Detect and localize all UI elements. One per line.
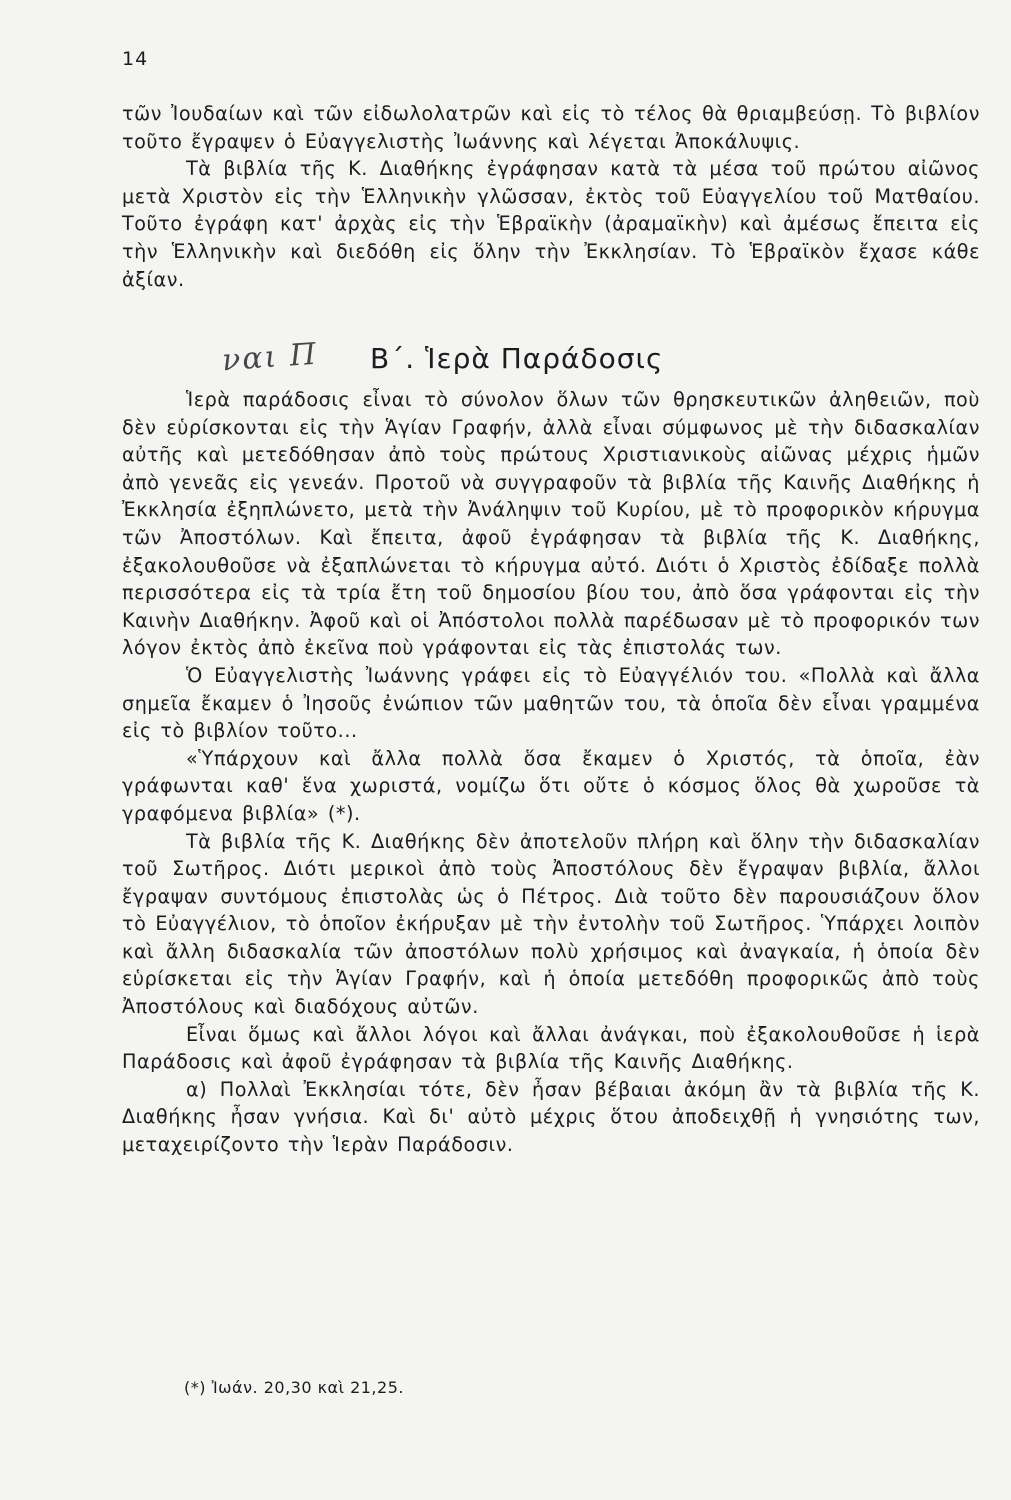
top-text-block: [122, 100, 980, 293]
section-title: Β΄. Ἱερὰ Παράδοσις: [370, 342, 664, 375]
paragraph: «Ὑπάρχουν καὶ ἄλλα πολλὰ ὅσα ἔκαμεν ὁ Χριστός, τὰ ὁποῖα, ἐὰν γράφωνται καθ' ἕνα χωριστά, νομίζω ὅτι οὔτε ὁ κόσμος ὅλος θὰ χωροῦσε τὰ γραφόμενα βιβλία» (*).: [122, 746, 980, 825]
section-heading-row: [122, 338, 980, 386]
paragraph: α) Πολλαὶ Ἐκκλησίαι τότε, δὲν ἦσαν βέβαιαι ἀκόμη ἂν τὰ βιβλία τῆς Κ. Διαθήκης ἦσαν γνήσια. Καὶ δι' αὐτὸ μέχρις ὅτου ἀποδειχθῇ ἡ γνησιότης των, μεταχειρίζοντο τὴν Ἱερὰν Παράδοσιν.: [122, 1077, 980, 1157]
paragraph: Τὰ βιβλία τῆς Κ. Διαθήκης δὲν ἀποτελοῦν πλήρη καὶ ὅλην τὴν διδασκαλίαν τοῦ Σωτῆρος. Διότι μερικοὶ ἀπὸ τοὺς Ἀποστόλους δὲν ἔγραψαν βιβλία, ἄλλοι ἔγραψαν συντόμους ἐπιστολὰς ὡς ὁ Πέτρος. Διὰ τοῦτο δὲν παρουσιάζουν ὅλον τὸ Εὐαγγέλιον, τὸ ὁποῖον ἐκήρυξαν μὲ τὴν ἐντολὴν τοῦ Σωτῆρος. Ὑπάρχει λοιπὸν καὶ ἄλλη διδασκαλία τῶν ἀποστόλων πολὺ χρήσιμος καὶ ἀναγκαία, ἡ ὁποία δὲν εὑρίσκεται εἰς τὴν Ἁγίαν Γραφήν, καὶ ἡ ὁποία μετεδόθη προφορικῶς ἀπὸ τοὺς Ἀποστόλους καὶ διαδόχους αὐτῶν.: [122, 829, 980, 1019]
paragraph: Εἶναι ὅμως καὶ ἄλλοι λόγοι καὶ ἄλλαι ἀνάγκαι, ποὺ ἐξακολουθοῦσε ἡ ἱερὰ Παράδοσις καὶ ἀφοῦ ἐγράφησαν τὰ βιβλία τῆς Καινῆς Διαθήκης.: [122, 1022, 980, 1074]
paragraph: τῶν Ἰουδαίων καὶ τῶν εἰδωλολατρῶν καὶ εἰς τὸ τέλος θὰ θριαμβεύσῃ. Τὸ βιβλίον τοῦτο ἔγραψεν ὁ Εὐαγγελιστὴς Ἰωάννης καὶ λέγεται Ἀποκάλυψις.: [122, 102, 980, 153]
paragraph: Τὰ βιβλία τῆς Κ. Διαθήκης ἐγράφησαν κατὰ τὰ μέσα τοῦ πρώτου αἰῶνος μετὰ Χριστὸν εἰς τὴν Ἑλληνικὴν γλῶσσαν, ἐκτὸς τοῦ Εὐαγγελίου τοῦ Ματθαίου. Τοῦτο ἐγράφη κατ' ἀρχὰς εἰς τὴν Ἑβραϊκὴν (ἀραμαϊκὴν) καὶ ἀμέσως ἔπειτα εἰς τὴν Ἑλληνικὴν καὶ διεδόθη εἰς ὅλην τὴν Ἐκκλησίαν. Τὸ Ἑβραϊκὸν ἔχασε κάθε ἀξίαν.: [122, 157, 980, 291]
section-text-block: [122, 386, 980, 1159]
footnote: (*) Ἰωάν. 20,30 καὶ 21,25.: [184, 1378, 404, 1397]
page-number: 14: [122, 48, 149, 70]
paragraph: Ἱερὰ παράδοσις εἶναι τὸ σύνολον ὅλων τῶν θρησκευτικῶν ἀληθειῶν, ποὺ δὲν εὑρίσκονται εἰς τὴν Ἁγίαν Γραφήν, ἀλλὰ εἶναι σύμφωνος μὲ τὴν διδασκαλίαν αὐτῆς καὶ μετεδόθησαν ἀπὸ τοὺς πρώτους Χριστιανικοὺς αἰῶνας μέχρις ἡμῶν ἀπὸ γενεᾶς εἰς γενεάν. Προτοῦ νὰ συγγραφοῦν τὰ βιβλία τῆς Καινῆς Διαθήκης ἡ Ἐκκλησία ἐξηπλώνετο, μετὰ τὴν Ἀνάληψιν τοῦ Κυρίου, μὲ τὸ προφορικὸν κήρυγμα τῶν Ἀποστόλων. Καὶ ἔπειτα, ἀφοῦ ἐγράφησαν τὰ βιβλία τῆς Κ. Διαθήκης, ἐξακολουθοῦσε νὰ ἐξαπλώνεται τὸ κήρυγμα αὐτό. Διότι ὁ Χριστὸς ἐδίδαξε πολλὰ περισσότερα εἰς τὰ τρία ἔτη τοῦ δημοσίου βίου του, ἀπὸ ὅσα γράφονται εἰς τὴν Καινὴν Διαθήκην. Ἀφοῦ καὶ οἱ Ἀπόστολοι πολλὰ παρέδωσαν μὲ τὸ προφορικόν των λόγον ἐκτὸς ἀπὸ ἐκεῖνα ποὺ γράφονται εἰς τὰς ἐπιστολάς των.: [122, 388, 980, 660]
paragraph: Ὁ Εὐαγγελιστὴς Ἰωάννης γράφει εἰς τὸ Εὐαγγέλιόν του. «Πολλὰ καὶ ἄλλα σημεῖα ἔκαμεν ὁ Ἰησοῦς ἐνώπιον τῶν μαθητῶν του, τὰ ὁποῖα δὲν εἶναι γραμμένα εἰς τὸ βιβλίον τοῦτο...: [122, 663, 980, 743]
handwritten-annotation: ναι Π: [220, 336, 320, 379]
